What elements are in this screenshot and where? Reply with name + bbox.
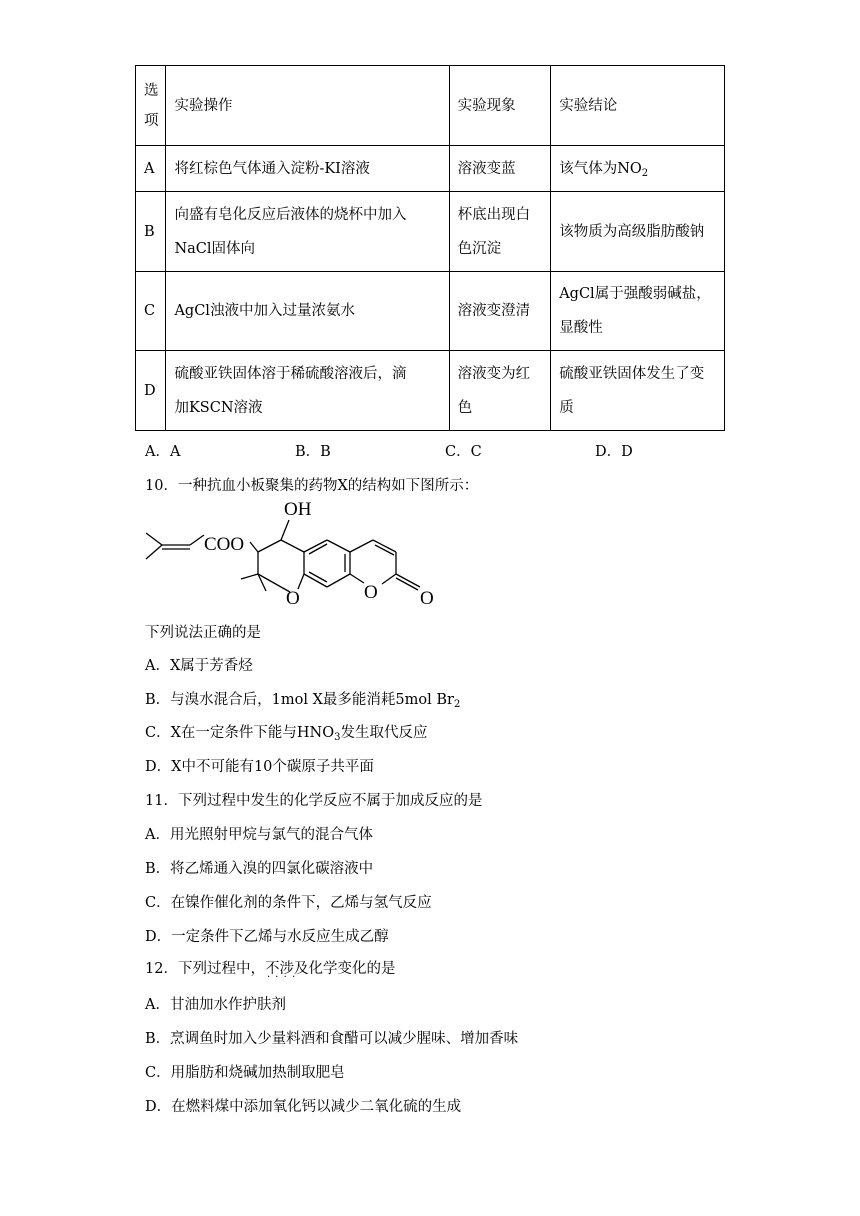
q9-choice-d: D．D — [595, 444, 633, 460]
q12-option-b: B．烹调鱼时加入少量料酒和食醋可以减少腥味、增加香味 — [145, 1031, 519, 1047]
header-conclusion: 实验结论 — [551, 66, 725, 146]
row-conclusion: AgCl属于强酸弱碱盐， 显酸性 — [551, 272, 725, 351]
q11-option-a: A．用光照射甲烷与氯气的混合气体 — [145, 827, 373, 843]
q9-choice-a: A．A — [145, 444, 181, 460]
row-conclusion: 该物质为高级脂肪酸钠 — [551, 192, 725, 272]
row-phenomenon: 杯底出现白 色沉淀 — [449, 192, 551, 272]
experiment-table — [135, 65, 725, 431]
q12-stem: 12．下列过程中，不涉及 · · · ·化学变化的是 — [145, 957, 395, 978]
q11-option-b: B．将乙烯通入溴的四氯化碳溶液中 — [145, 861, 374, 877]
table-row — [136, 351, 725, 431]
row-operation: 硫酸亚铁固体溶于稀硫酸溶液后，滴 加KSCN溶液 — [166, 351, 449, 431]
row-conclusion: 硫酸亚铁固体发生了变 质 — [551, 351, 725, 431]
row-phenomenon: 溶液变澄清 — [449, 272, 551, 351]
row-option: D — [136, 351, 166, 431]
row-option: A — [136, 146, 166, 192]
q10-option-b: B．与溴水混合后，1mol X最多能消耗5mol $Br_2$ — [145, 692, 461, 710]
carbonyl-oxygen-label: O — [420, 588, 434, 609]
row-operation: AgCl浊液中加入过量浓氨水 — [166, 272, 449, 351]
row-option: C — [136, 272, 166, 351]
q10-option-c: C．X在一定条件下能与$HNO_3$发生取代反应 — [145, 725, 428, 743]
header-option: 选项 — [136, 66, 166, 146]
row-operation: 向盛有皂化反应后液体的烧杯中加入 NaCl固体向 — [166, 192, 449, 272]
q10-prompt: 下列说法正确的是 — [145, 625, 261, 641]
row-operation: 将红棕色气体通入淀粉-KI溶液 — [166, 146, 449, 192]
lactone-oxygen-label: O — [364, 582, 378, 603]
q12-option-c: C．用脂肪和烧碱加热制取肥皂 — [145, 1065, 345, 1081]
row-conclusion: 该气体为$NO_2$ — [551, 146, 725, 192]
oh-label: OH — [284, 499, 312, 520]
row-option: B — [136, 192, 166, 272]
q11-stem: 11．下列过程中发生的化学反应不属于加成反应的是 — [145, 793, 483, 809]
table-header-row — [136, 66, 725, 146]
q9-choice-b: B．B — [295, 444, 331, 460]
ring-oxygen-label: O — [286, 588, 300, 609]
header-operation: 实验操作 — [166, 66, 449, 146]
row-phenomenon: 溶液变为红 色 — [449, 351, 551, 431]
molecule-structure-diagram — [138, 492, 458, 610]
q10-stem: 10．一种抗血小板聚集的药物X的结构如下图所示： — [145, 478, 479, 494]
table-row — [136, 192, 725, 272]
q11-option-d: D．一定条件下乙烯与水反应生成乙醇 — [145, 929, 389, 945]
q10-option-a: A．X属于芳香烃 — [145, 658, 253, 674]
q10-option-d: D．X中不可能有10个碳原子共平面 — [145, 759, 374, 775]
q12-option-a: A．甘油加水作护肤剂 — [145, 997, 286, 1013]
q9-choice-c: C．C — [445, 444, 482, 460]
q12-option-d: D．在燃料煤中添加氧化钙以减少二氧化硫的生成 — [145, 1099, 462, 1115]
header-phenomenon: 实验现象 — [449, 66, 551, 146]
row-phenomenon: 溶液变蓝 — [449, 146, 551, 192]
emphasis-text: 不涉及 · · · · — [265, 961, 309, 977]
coo-label: COO — [204, 534, 245, 555]
table-row — [136, 272, 725, 351]
q11-option-c: C．在镍作催化剂的条件下，乙烯与氢气反应 — [145, 895, 432, 911]
table-row — [136, 146, 725, 192]
